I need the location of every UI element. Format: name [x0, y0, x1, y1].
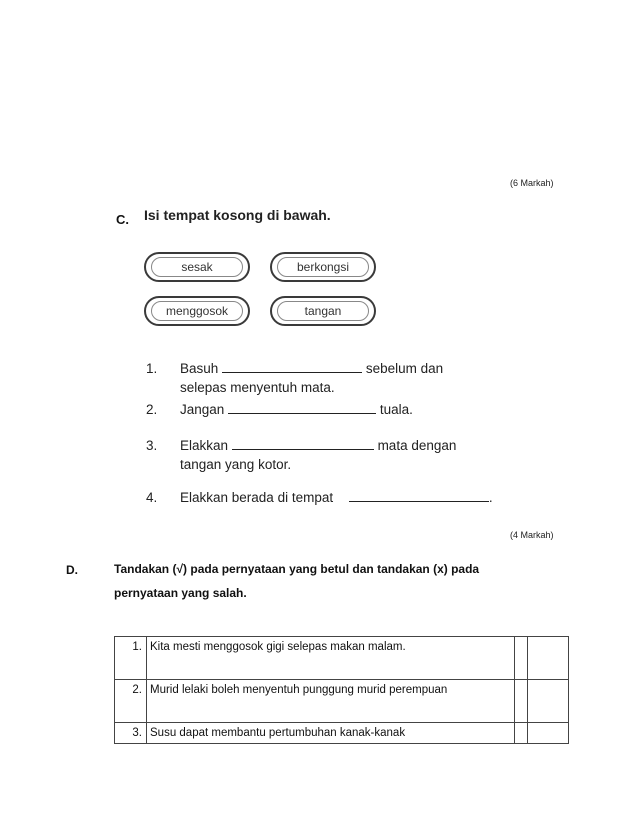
question-1-before: Basuh	[180, 361, 219, 376]
row-number: 1.	[115, 637, 147, 680]
word-cloud-tangan: tangan	[270, 296, 376, 326]
question-1-number: 1.	[146, 361, 158, 376]
statement-table	[114, 636, 569, 744]
question-4-after: .	[488, 490, 493, 505]
question-4	[180, 488, 493, 507]
spacer-cell	[515, 680, 528, 723]
statement-text: Murid lelaki boleh menyentuh punggung murid perempuan	[147, 680, 515, 723]
table-row	[115, 680, 569, 723]
marks-label-top: (6 Markah)	[510, 178, 554, 188]
answer-box-2[interactable]	[528, 680, 569, 723]
row-number: 2.	[115, 680, 147, 723]
question-4-before: Elakkan berada di tempat	[180, 490, 334, 505]
word-cloud-berkongsi: berkongsi	[270, 252, 376, 282]
question-3-number: 3.	[146, 438, 158, 453]
word-cloud-sesak: sesak	[144, 252, 250, 282]
question-1-line2: selepas menyentuh mata.	[180, 380, 335, 395]
statement-text: Susu dapat membantu pertumbuhan kanak-kanak	[147, 723, 515, 744]
statement-text: Kita mesti menggosok gigi selepas makan malam.	[147, 637, 515, 680]
question-1	[180, 359, 443, 397]
table-row	[115, 723, 569, 744]
question-1-after: sebelum dan	[365, 361, 444, 376]
table-row	[115, 637, 569, 680]
question-2-before: Jangan	[180, 402, 225, 417]
section-d-instruction-line1: Tandakan (√) pada pernyataan yang betul dan tandakan (x) pada	[114, 562, 480, 576]
question-2-number: 2.	[146, 402, 158, 417]
question-2-after: tuala.	[379, 402, 413, 417]
word-cloud-menggosok: menggosok	[144, 296, 250, 326]
marks-label-bottom: (4 Markah)	[510, 530, 554, 540]
section-c-letter: C.	[116, 212, 129, 227]
section-d-letter: D.	[66, 563, 78, 577]
answer-box-1[interactable]	[528, 637, 569, 680]
question-4-number: 4.	[146, 490, 158, 505]
row-number: 3.	[115, 723, 147, 744]
question-3	[180, 436, 456, 474]
section-d-instruction	[114, 557, 479, 605]
spacer-cell	[515, 637, 528, 680]
question-3-before: Elakkan	[180, 438, 229, 453]
answer-blank-3[interactable]	[232, 437, 374, 450]
answer-blank-2[interactable]	[228, 401, 376, 414]
spacer-cell	[515, 723, 528, 744]
question-3-line2: tangan yang kotor.	[180, 457, 292, 472]
answer-blank-1[interactable]	[222, 360, 362, 373]
question-2	[180, 400, 413, 419]
question-3-after: mata dengan	[377, 438, 457, 453]
answer-blank-4[interactable]	[349, 489, 489, 502]
section-c-instruction: Isi tempat kosong di bawah.	[144, 207, 331, 223]
answer-box-3[interactable]	[528, 723, 569, 744]
section-d-instruction-line2: pernyataan yang salah.	[114, 586, 247, 600]
